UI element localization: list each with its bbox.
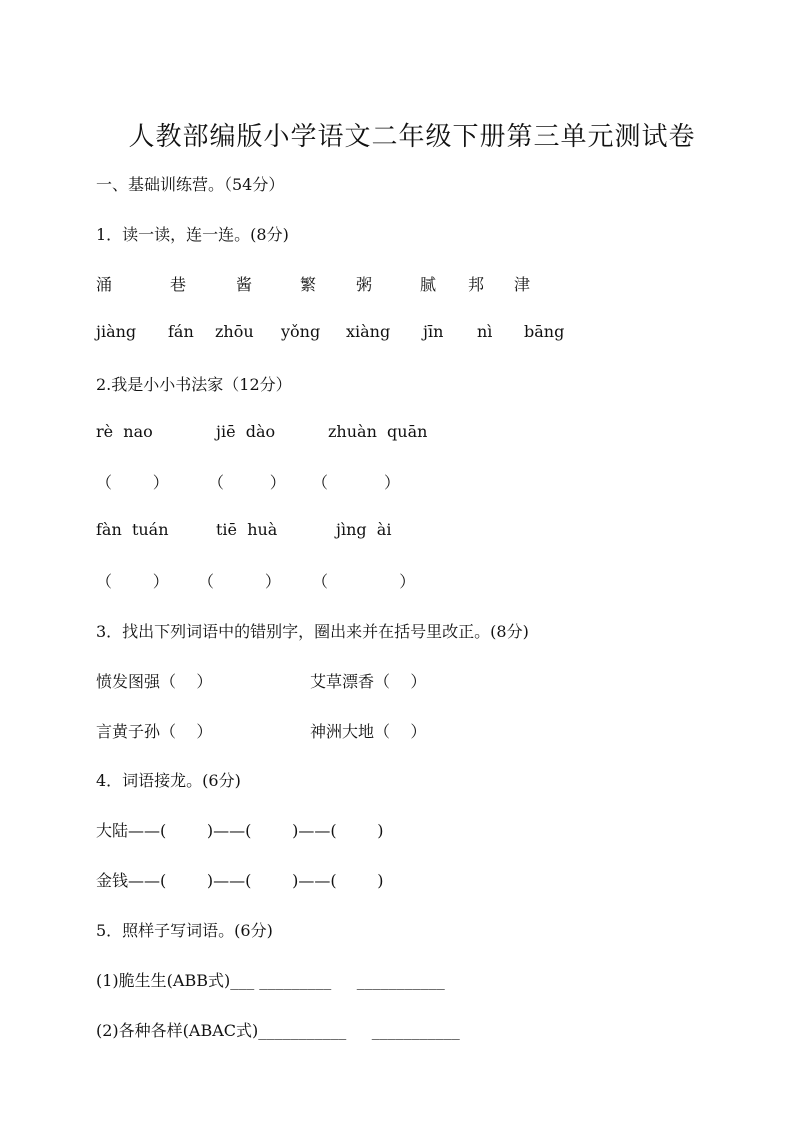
pinyin: xiàng: [346, 322, 391, 341]
answer-bracket[interactable]: （ ）: [96, 473, 169, 492]
pinyin: nì: [477, 322, 493, 341]
word-chain-line[interactable]: 金钱——( )——( )——( ): [96, 871, 384, 890]
fill-in-line[interactable]: (1)脆生生(ABB式)___ _________ ___________: [96, 971, 445, 990]
word-item[interactable]: 言黄子孙（ ）: [96, 722, 213, 741]
pinyin: zhuàn quān: [328, 422, 428, 441]
answer-bracket[interactable]: （ ）: [208, 473, 286, 492]
question-3-heading: 3．找出下列词语中的错别字，圈出来并在括号里改正。(8分): [96, 622, 529, 641]
section-heading: 一、基础训练营。（54分）: [96, 175, 285, 194]
pinyin: jiàng: [96, 322, 137, 341]
pinyin: bāng: [524, 322, 565, 341]
word-item[interactable]: 神洲大地（ ）: [310, 722, 427, 741]
pinyin: jīn: [423, 322, 444, 341]
pinyin: jìng ài: [336, 520, 392, 539]
character: 巷: [170, 275, 187, 294]
pinyin: rè nao: [96, 422, 153, 441]
page-title: 人教部编版小学语文二年级下册第三单元测试卷: [128, 122, 696, 152]
pinyin: fàn tuán: [96, 520, 169, 539]
word-chain-line[interactable]: 大陆——( )——( )——( ): [96, 821, 384, 840]
answer-bracket[interactable]: （ ）: [312, 572, 416, 591]
answer-bracket[interactable]: （ ）: [96, 572, 169, 591]
question-1-heading: 1．读一读，连一连。(8分): [96, 225, 289, 244]
character: 涌: [96, 275, 113, 294]
character: 邦: [468, 275, 485, 294]
word-item[interactable]: 愤发图强（ ）: [96, 672, 213, 691]
pinyin: jiē dào: [216, 422, 276, 441]
character: 津: [514, 275, 531, 294]
pinyin: tiē huà: [216, 520, 278, 539]
pinyin: yǒng: [281, 322, 321, 341]
fill-in-line[interactable]: (2)各种各样(ABAC式)___________ ___________: [96, 1021, 460, 1040]
character: 腻: [420, 275, 437, 294]
character: 酱: [236, 275, 253, 294]
question-4-heading: 4．词语接龙。(6分): [96, 771, 241, 790]
character: 繁: [300, 275, 317, 294]
question-2-heading: 2.我是小小书法家（12分）: [96, 375, 292, 394]
character: 粥: [356, 275, 373, 294]
answer-bracket[interactable]: （ ）: [312, 473, 400, 492]
question-5-heading: 5．照样子写词语。(6分): [96, 921, 273, 940]
pinyin: fán: [168, 322, 194, 341]
pinyin: zhōu: [215, 322, 254, 341]
word-item[interactable]: 艾草漂香（ ）: [310, 672, 427, 691]
answer-bracket[interactable]: （ ）: [198, 572, 281, 591]
